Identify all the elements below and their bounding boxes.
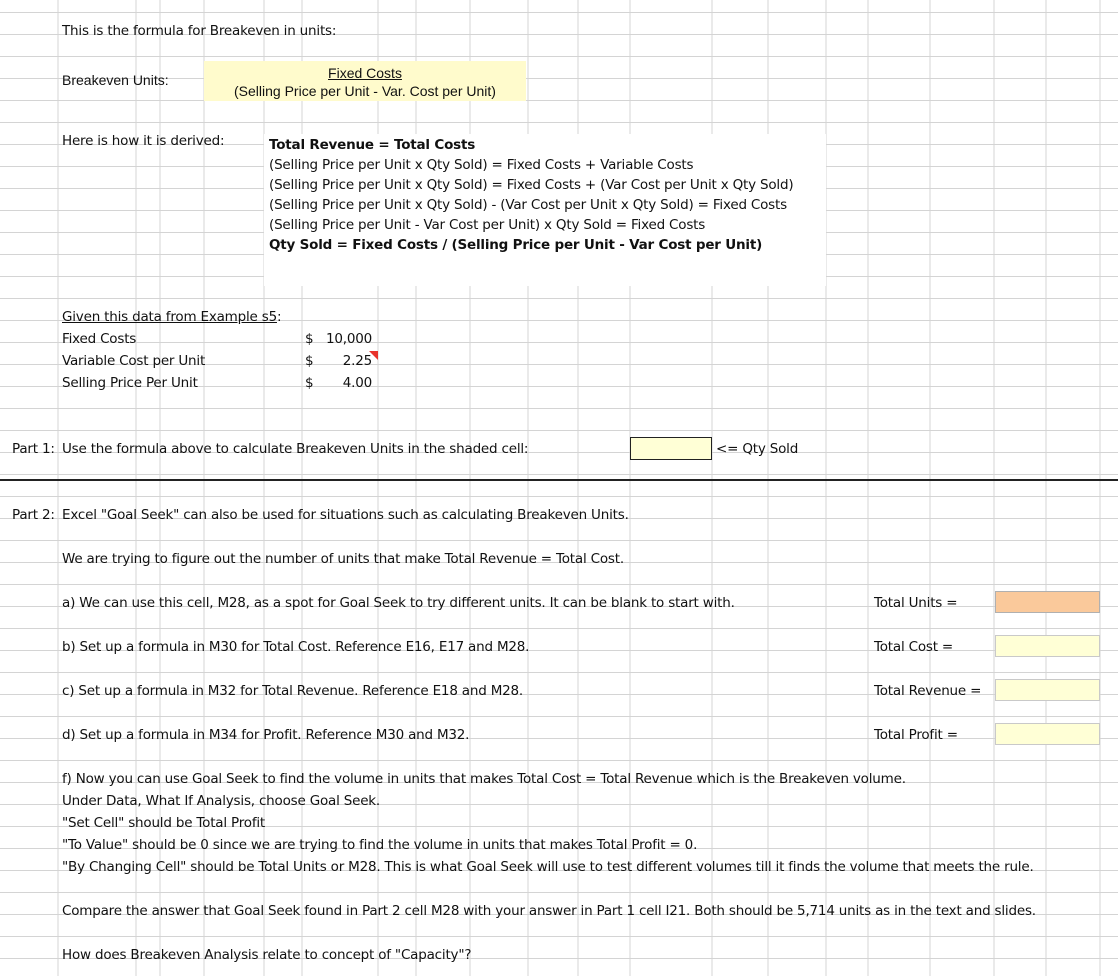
step-c-text: c) Set up a formula in M32 for Total Revenue. Reference E18 and M28. bbox=[62, 683, 524, 699]
step-b-text: b) Set up a formula in M30 for Total Cost. Reference E16, E17 and M28. bbox=[62, 639, 530, 655]
formula-label: Breakeven Units: bbox=[62, 72, 169, 88]
given-currency-variable: $ bbox=[305, 353, 314, 369]
total-units-cell[interactable] bbox=[995, 591, 1100, 613]
derivation-line-6: Qty Sold = Fixed Costs / (Selling Price per Unit - Var Cost per Unit) bbox=[269, 237, 763, 253]
instruction-by-changing: "By Changing Cell" should be Total Units or M28. This is what Goal Seek will use to test different volumes till it finds the volume that meets the rule. bbox=[62, 859, 1034, 875]
instruction-goal-seek: Under Data, What If Analysis, choose Goal Seek. bbox=[62, 793, 381, 809]
part2-goal: We are trying to figure out the number of units that make Total Revenue = Total Cost. bbox=[62, 551, 624, 567]
part2-tag: Part 2: bbox=[12, 507, 55, 523]
total-cost-label: Total Cost = bbox=[874, 639, 954, 655]
derivation-line-1: Total Revenue = Total Costs bbox=[269, 137, 476, 153]
compare-text: Compare the answer that Goal Seek found in Part 2 cell M28 with your answer in Part 1 cell I21. Both should be 5,714 units as in the text and slides. bbox=[62, 903, 1036, 919]
total-profit-label: Total Profit = bbox=[874, 727, 958, 743]
intro-text: This is the formula for Breakeven in units: bbox=[62, 23, 337, 39]
part1-text: Use the formula above to calculate Breakeven Units in the shaded cell: bbox=[62, 441, 529, 457]
given-heading bbox=[62, 309, 281, 325]
formula-numerator: Fixed Costs bbox=[328, 65, 402, 81]
given-value-variable[interactable]: 2.25 bbox=[342, 353, 372, 369]
total-profit-cell[interactable] bbox=[995, 723, 1100, 745]
part1-tag: Part 1: bbox=[12, 441, 55, 457]
given-currency-fixed: $ bbox=[305, 331, 314, 347]
derivation-label: Here is how it is derived: bbox=[62, 133, 225, 149]
derivation-line-4: (Selling Price per Unit x Qty Sold) - (Var Cost per Unit x Qty Sold) = Fixed Costs bbox=[269, 197, 787, 213]
step-d-text: d) Set up a formula in M34 for Profit. Reference M30 and M32. bbox=[62, 727, 470, 743]
derivation-line-2: (Selling Price per Unit x Qty Sold) = Fixed Costs + Variable Costs bbox=[269, 157, 694, 173]
given-label-variable: Variable Cost per Unit bbox=[62, 353, 206, 369]
given-value-fixed[interactable]: 10,000 bbox=[325, 331, 372, 347]
total-cost-cell[interactable] bbox=[995, 635, 1100, 657]
section-divider bbox=[0, 479, 1118, 481]
given-value-selling[interactable]: 4.00 bbox=[342, 375, 372, 391]
derivation-line-5: (Selling Price per Unit - Var Cost per Unit) x Qty Sold = Fixed Costs bbox=[269, 217, 706, 233]
instruction-to-value: "To Value" should be 0 since we are trying to find the volume in units that makes Total Profit = 0. bbox=[62, 837, 698, 853]
part1-note: <= Qty Sold bbox=[716, 441, 799, 457]
total-units-label: Total Units = bbox=[874, 595, 958, 611]
total-revenue-label: Total Revenue = bbox=[874, 683, 982, 699]
given-heading-colon: : bbox=[276, 309, 282, 325]
instruction-f: f) Now you can use Goal Seek to find the volume in units that makes Total Cost = Total Revenue which is the Breakeven volume. bbox=[62, 771, 906, 787]
given-label-fixed: Fixed Costs bbox=[62, 331, 137, 347]
given-label-selling: Selling Price Per Unit bbox=[62, 375, 198, 391]
given-heading-text: Given this data from Example s5 bbox=[62, 309, 277, 325]
comment-indicator[interactable] bbox=[369, 351, 378, 360]
instruction-set-cell: "Set Cell" should be Total Profit bbox=[62, 815, 266, 831]
given-currency-selling: $ bbox=[305, 375, 314, 391]
step-a-text: a) We can use this cell, M28, as a spot for Goal Seek to try different units. It can be blank to start with. bbox=[62, 595, 735, 611]
breakeven-answer-cell[interactable] bbox=[630, 437, 712, 460]
part2-text: Excel "Goal Seek" can also be used for situations such as calculating Breakeven Units. bbox=[62, 507, 629, 523]
formula-denominator: (Selling Price per Unit - Var. Cost per Unit) bbox=[234, 83, 496, 99]
total-revenue-cell[interactable] bbox=[995, 679, 1100, 701]
derivation-line-3: (Selling Price per Unit x Qty Sold) = Fixed Costs + (Var Cost per Unit x Qty Sold) bbox=[269, 177, 794, 193]
capacity-question: How does Breakeven Analysis relate to concept of "Capacity"? bbox=[62, 947, 472, 963]
